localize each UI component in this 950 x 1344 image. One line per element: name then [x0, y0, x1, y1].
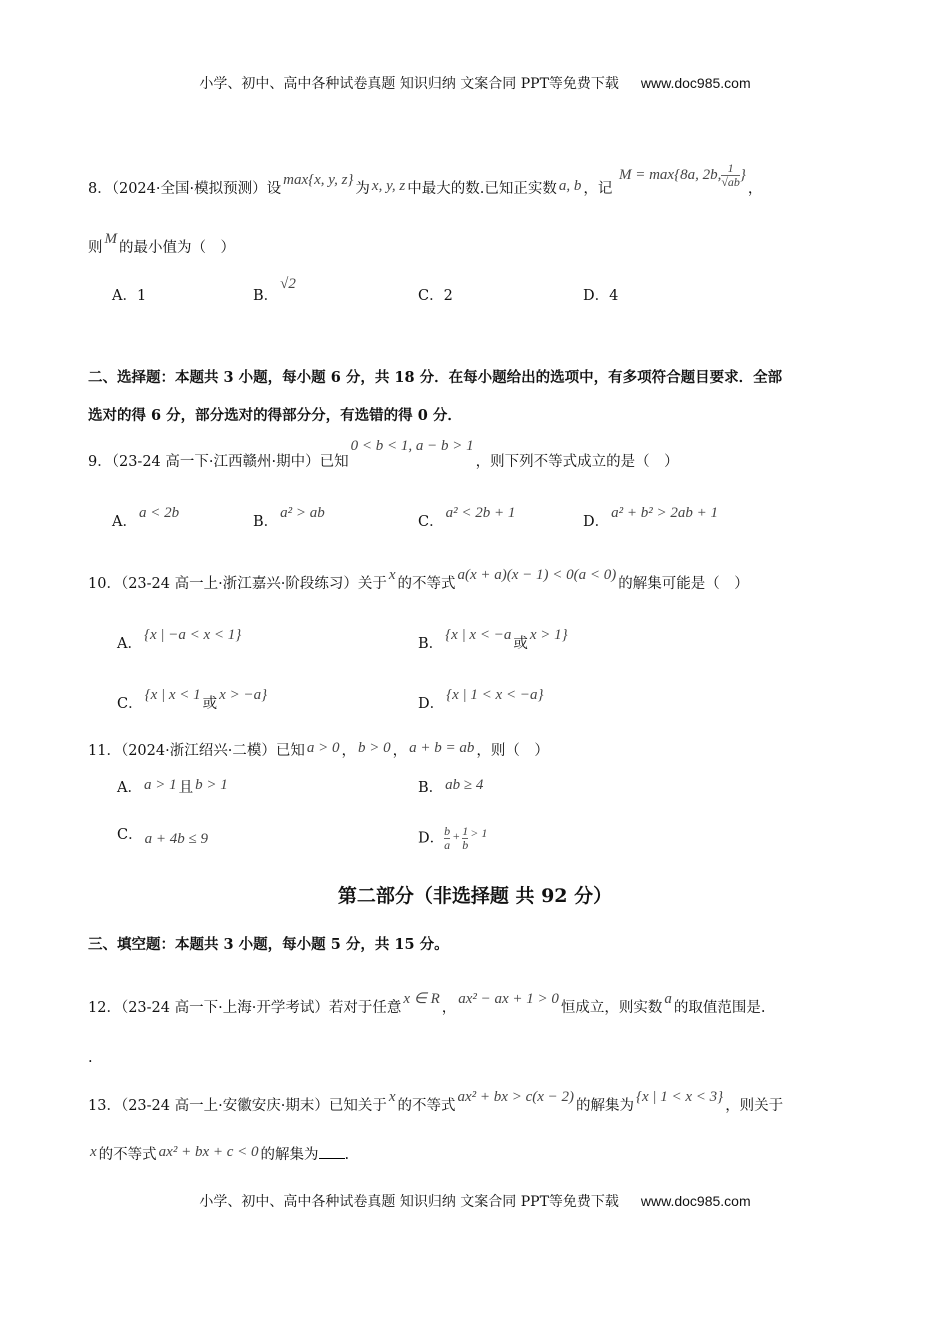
question-11: [88, 741, 549, 761]
q-text: ，: [747, 180, 763, 197]
q-text: ，则（ ）: [476, 743, 549, 759]
math: ax² − ax + 1 > 0: [458, 991, 559, 1007]
question-10: [88, 567, 749, 594]
section-heading: 三、填空题：本题共 3 小题，每小题 5 分，共 15 分。: [88, 936, 449, 953]
option-d[interactable]: [418, 825, 489, 852]
math: x, y, z: [371, 177, 406, 194]
header-text: 小学、初中、高中各种试卷真题 知识归纳 文案合同 PPT等免费下载: [199, 76, 619, 92]
denominator: a: [444, 838, 451, 852]
q-text: 的不等式: [397, 1098, 456, 1114]
math: x ∈ R: [403, 991, 440, 1007]
q-text: 的解集为: [260, 1147, 319, 1163]
math: b > 0: [357, 740, 391, 756]
option-label: C．: [117, 827, 143, 843]
option-d[interactable]: [583, 505, 720, 532]
q-text: ，则下列不等式成立的是（ ）: [475, 454, 679, 470]
answer-blank[interactable]: [319, 1144, 345, 1159]
numerator: 1: [721, 162, 740, 176]
q-text: 的最小值为（ ）: [119, 240, 235, 256]
q-text: .: [344, 1147, 350, 1163]
option-label: A．: [117, 636, 142, 652]
option-c[interactable]: [418, 286, 453, 306]
question-13-line2: [88, 1144, 349, 1165]
footer-url[interactable]: www.doc985.com: [640, 1193, 751, 1209]
math-max-expr: [617, 161, 748, 189]
math: ax² + bx + c < 0: [158, 1144, 259, 1160]
math: {x | 1 < x < 3}: [636, 1089, 724, 1105]
option-b[interactable]: [418, 627, 570, 654]
option-value: {x | x < 1: [144, 687, 201, 703]
q-text: 恒成立，则实数: [560, 1000, 663, 1016]
option-c[interactable]: [117, 825, 210, 845]
q-text: 的不等式: [98, 1147, 157, 1163]
option-value: b > 1: [195, 777, 228, 793]
q-num: 8．: [88, 180, 112, 197]
option-label: C．: [418, 514, 444, 530]
q-text: 为: [355, 180, 370, 197]
question-12: [88, 991, 766, 1018]
math: 0 < b < 1, a − b > 1: [350, 438, 474, 454]
option-value: a > 1: [143, 777, 177, 793]
q-num: 13．: [88, 1098, 121, 1114]
math: a > 0: [306, 740, 340, 756]
q-text: 的不等式: [397, 576, 456, 592]
option-label: A．: [112, 514, 137, 530]
header-url[interactable]: www.doc985.com: [640, 75, 751, 91]
option-label: A．: [117, 780, 142, 796]
option-a[interactable]: [112, 505, 181, 532]
option-label: B．: [253, 514, 279, 530]
option-label: C．: [418, 288, 444, 304]
option-label: A．: [112, 288, 137, 304]
option-label: D．: [418, 696, 445, 712]
option-label: B．: [418, 780, 444, 796]
math: }: [739, 166, 746, 183]
option-value: a < 2b: [138, 505, 180, 521]
q-text: 的解集为: [576, 1098, 634, 1114]
option-a[interactable]: [117, 778, 230, 798]
q-num: 12．: [88, 1000, 121, 1016]
math: ax² + bx > c(x − 2): [457, 1089, 574, 1105]
math: a + b = ab: [409, 740, 475, 756]
option-value: a² > ab: [280, 505, 325, 521]
option-value: x > −a}: [219, 687, 268, 703]
q-text: ，: [341, 743, 356, 759]
option-value: {x | −a < x < 1}: [143, 627, 242, 643]
q-num: 9．: [88, 454, 112, 470]
q-text: （23-24 高一上·安徽安庆·期末）已知关于: [120, 1098, 387, 1114]
option-value: a² + b² > 2ab + 1: [611, 505, 719, 521]
q-num: 11．: [88, 743, 121, 759]
option-label: B．: [418, 636, 444, 652]
q-text: ，记: [583, 180, 613, 197]
denominator: b: [462, 838, 469, 852]
q-text: （2024·浙江绍兴·二模）已知: [120, 743, 305, 759]
option-value: 1: [136, 288, 147, 304]
footer-text: 小学、初中、高中各种试卷真题 知识归纳 文案合同 PPT等免费下载: [199, 1194, 619, 1210]
option-d[interactable]: [418, 687, 545, 714]
option-label: C．: [117, 696, 143, 712]
q-text: （23-24 高一下·江西赣州·期中）已知: [111, 454, 349, 470]
option-c[interactable]: [418, 505, 517, 532]
option-a[interactable]: [112, 286, 146, 306]
question-13: [88, 1089, 784, 1116]
option-value: x > 1}: [529, 627, 568, 643]
option-value: 4: [609, 288, 619, 304]
q-text: ，: [392, 743, 408, 759]
math: x: [90, 1144, 97, 1160]
option-label: B．: [253, 288, 279, 304]
question-8-line2: [88, 231, 235, 258]
q-text: 则: [88, 240, 103, 256]
question-8: [88, 161, 763, 203]
q-text: 的解集可能是（ ）: [618, 576, 749, 592]
math: max{x, y, z}: [283, 171, 354, 188]
math: M: [104, 231, 117, 247]
q-text: （23-24 高一下·上海·开学考试）若对于任意: [120, 1000, 402, 1016]
page-header: [0, 73, 950, 94]
part-title: 第二部分（非选择题 共 92 分）: [337, 885, 613, 907]
math: M = max{8a, 2b,: [618, 166, 722, 183]
option-value: ab ≥ 4: [445, 777, 484, 793]
option-label: D．: [583, 288, 610, 304]
q-text: ，则关于: [725, 1098, 784, 1114]
option-value: √2: [280, 276, 296, 292]
option-value: a + 4b ≤ 9: [144, 831, 208, 847]
q-text: ，: [441, 1000, 457, 1016]
math: +: [452, 828, 461, 843]
q-num: 10．: [88, 576, 121, 592]
option-value: > 1: [470, 825, 488, 840]
numerator: b: [444, 824, 451, 838]
option-value: a² < 2b + 1: [445, 505, 516, 521]
option-label: D．: [583, 514, 610, 530]
option-value: 2: [443, 288, 453, 304]
option-c[interactable]: [117, 687, 269, 714]
math: a: [664, 991, 672, 1007]
question-9: [88, 438, 679, 472]
math: a(x + a)(x − 1) < 0(a < 0): [457, 567, 617, 583]
page-footer: [0, 1191, 950, 1212]
option-b[interactable]: [253, 276, 298, 306]
question-12-line2: .: [88, 1050, 93, 1066]
option-b[interactable]: [253, 505, 327, 532]
option-value: {x | 1 < x < −a}: [446, 687, 544, 703]
q-text: 中最大的数.已知正实数: [407, 180, 557, 197]
math: x: [388, 1089, 396, 1105]
section-heading-line2: 选对的得 6 分，部分选对的得部分分，有选错的得 0 分．: [88, 407, 462, 424]
q-text: （23-24 高一上·浙江嘉兴·阶段练习）关于: [120, 576, 387, 592]
option-text: 或: [513, 636, 528, 652]
math: x: [388, 567, 396, 583]
numerator: 1: [462, 824, 469, 838]
section-heading: 二、选择题：本题共 3 小题，每小题 6 分，共 18 分．在每小题给出的选项中，有多项符合题目要求．全部: [88, 369, 783, 386]
q-text: （2024·全国·模拟预测）设: [111, 180, 282, 197]
option-label: D．: [418, 830, 445, 847]
fraction: [721, 162, 740, 189]
option-b[interactable]: [418, 778, 485, 798]
q-text: 的取值范围是: [673, 1000, 761, 1016]
denominator: √ab: [721, 175, 740, 189]
option-text: 或: [202, 696, 218, 712]
option-value: {x | x < −a: [445, 627, 512, 643]
option-text: 且: [178, 780, 194, 796]
math: a, b: [558, 177, 582, 194]
option-d[interactable]: [583, 286, 618, 306]
option-a[interactable]: [117, 627, 243, 654]
answer-blank: .: [760, 1000, 766, 1016]
